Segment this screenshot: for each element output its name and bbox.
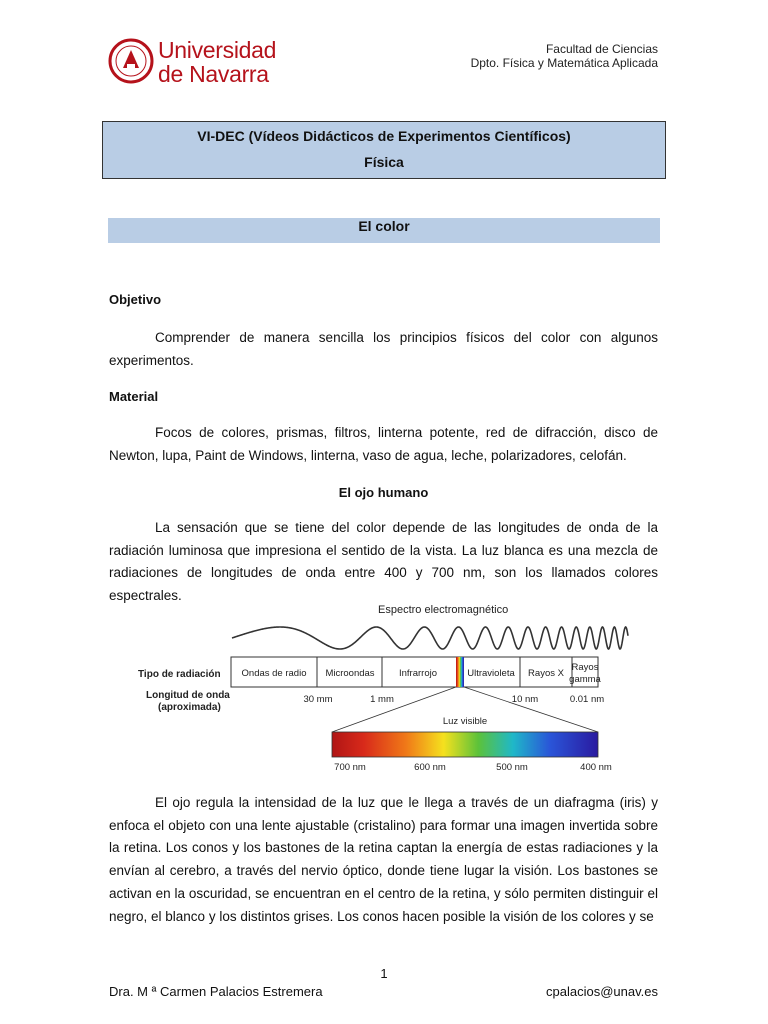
ojo-paragraph-1: La sensación que se tiene del color depende de las longitudes de onda de la radiación luminosa que impresiona el sentido de la vista. La luz blanca es una mezcla de radiaciones de longitudes de onda entre 400 y 700 nm, son los llamados colores espectrales. xyxy=(109,520,658,604)
longitud-label-2: (aproximada) xyxy=(158,702,221,713)
wavelength-001nm: 0.01 nm xyxy=(569,694,605,705)
wavelength-30mm: 30 mm xyxy=(303,694,333,705)
em-spectrum-figure xyxy=(132,598,630,778)
ojo-paragraph-2: El ojo regula la intensidad de la luz que le llega a través de un diafragma (iris) y enfoca el objeto con una lente ajustable (cristalino) para formar una imagen invertida sobre la retina. Los conos y los bastones de la retina captan la energía de estas radiaciones y la envían al cerebro, a través del nervio óptico, donde tiene lugar la visión. Los bastones se activan en la oscuridad, se encuentran en el centro de la retina, y sólo permiten distinguir el negro, el blanco y los distintos grises. Los conos hacen posible la visión de los colores y se xyxy=(109,795,658,924)
visible-band-mark xyxy=(456,657,464,687)
type-gamma: gamma xyxy=(569,674,601,685)
header-department xyxy=(471,42,658,70)
objetivo-text: Comprender de manera sencilla los principios físicos del color con algunos experimentos. xyxy=(109,330,658,368)
logo-wordmark xyxy=(158,38,276,86)
university-seal-icon xyxy=(108,28,154,94)
type-rayos-x: Rayos X xyxy=(528,668,564,679)
material-text: Focos de colores, prismas, filtros, linterna potente, red de difracción, disco de Newton, lupa, Paint de Windows, linterna, vaso de agua, leche, polarizadores, celofán. xyxy=(109,425,658,463)
visible-tick-700: 700 nm xyxy=(334,762,366,773)
type-infrarrojo: Infrarrojo xyxy=(398,668,438,679)
title-box xyxy=(102,121,666,179)
wavelength-1mm: 1 mm xyxy=(370,694,394,705)
visible-spectrum-bar xyxy=(332,732,598,757)
type-microondas: Microondas xyxy=(325,668,375,679)
topic-banner xyxy=(108,218,660,243)
logo-line-2: de Navarra xyxy=(158,61,269,87)
ojo-heading: El ojo humano xyxy=(338,485,429,500)
page-number: 1 xyxy=(380,966,388,981)
wave-line xyxy=(232,627,628,649)
visible-tick-500: 500 nm xyxy=(496,762,528,773)
logo-line-1: Universidad xyxy=(158,37,277,63)
university-logo xyxy=(108,28,276,100)
title-line-1: VI-DEC (Vídeos Didácticos de Experimentos Científicos) xyxy=(197,128,571,144)
wavelength-10nm: 10 nm xyxy=(511,694,539,705)
luz-visible-label: Luz visible xyxy=(442,716,488,727)
tipo-label: Tipo de radiación xyxy=(138,669,221,680)
type-rayos: Rayos xyxy=(571,662,599,673)
faculty-name: Facultad de Ciencias xyxy=(545,42,658,56)
visible-tick-400: 400 nm xyxy=(580,762,612,773)
objetivo-heading: Objetivo xyxy=(109,292,162,307)
type-ondas-radio: Ondas de radio xyxy=(241,668,307,679)
author-email: cpalacios@unav.es xyxy=(546,984,658,999)
material-heading: Material xyxy=(109,389,159,404)
author-name: Dra. M ª Carmen Palacios Estremera xyxy=(109,984,323,999)
title-line-2: Física xyxy=(364,154,404,170)
department-name: Dpto. Física y Matemática Aplicada xyxy=(470,56,658,70)
visible-tick-600: 600 nm xyxy=(414,762,446,773)
type-ultravioleta: Ultravioleta xyxy=(467,668,515,679)
topic-title: El color xyxy=(358,218,410,234)
figure-title: Espectro electromagnético xyxy=(378,604,509,616)
longitud-label-1: Longitud de onda xyxy=(146,690,230,701)
